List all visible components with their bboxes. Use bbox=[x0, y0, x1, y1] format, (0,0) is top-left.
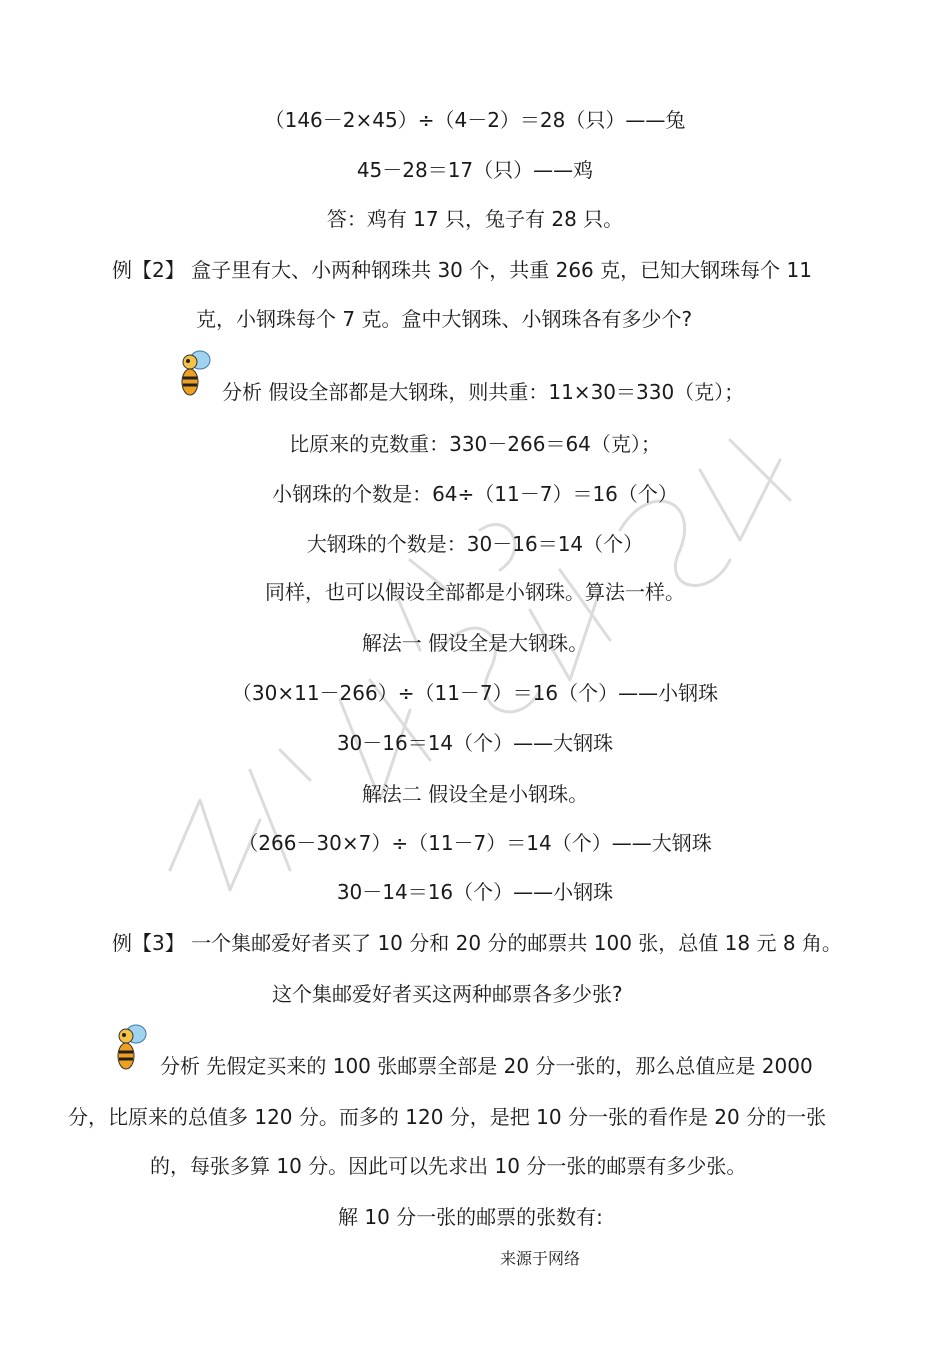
text-line: 答：鸡有 17 只，兔子有 28 只。 bbox=[326, 207, 624, 231]
text-line: （30×11－266）÷（11－7）＝16（个）——小钢珠 bbox=[231, 681, 719, 705]
analysis-line: 分析 假设全部都是大钢珠，则共重：11×30＝330（克）； bbox=[222, 380, 745, 404]
text-line: （266－30×7）÷（11－7）＝14（个）——大钢珠 bbox=[238, 831, 712, 855]
solution-2-heading: 解法二 假设全是小钢珠。 bbox=[361, 782, 589, 806]
text-line: 这个集邮爱好者买这两种邮票各多少张? bbox=[272, 982, 623, 1006]
text-line: 同样，也可以假设全部都是小钢珠。算法一样。 bbox=[265, 580, 685, 604]
text-line: 的，每张多算 10 分。因此可以先求出 10 分一张的邮票有多少张。 bbox=[150, 1154, 747, 1178]
text-line: （146－2×45）÷（4－2）＝28（只）——兔 bbox=[264, 108, 686, 132]
text-line: 比原来的克数重：330－266＝64（克）； bbox=[289, 432, 661, 456]
text-line: 30－14＝16（个）——小钢珠 bbox=[336, 880, 614, 904]
text-line: 30－16＝14（个）——大钢珠 bbox=[336, 731, 614, 755]
example-2-heading: 例【2】 盒子里有大、小两种钢珠共 30 个，共重 266 克，已知大钢珠每个 11 bbox=[112, 258, 812, 282]
solution-line: 解 10 分一张的邮票的张数有: bbox=[338, 1205, 603, 1229]
text-line: 大钢珠的个数是：30－16＝14（个） bbox=[306, 532, 644, 556]
example-3-heading: 例【3】 一个集邮爱好者买了 10 分和 20 分的邮票共 100 张，总值 18 元 8 角。 bbox=[112, 931, 842, 955]
bee-icon bbox=[178, 348, 212, 400]
analysis-line: 分析 先假定买来的 100 张邮票全部是 20 分一张的，那么总值应是 2000 bbox=[160, 1054, 813, 1078]
text-line: 45－28＝17（只）——鸡 bbox=[356, 158, 594, 182]
text-line: 小钢珠的个数是：64÷（11－7）＝16（个） bbox=[272, 482, 678, 506]
footer-source: 来源于网络 bbox=[500, 1249, 581, 1268]
solution-1-heading: 解法一 假设全是大钢珠。 bbox=[361, 631, 589, 655]
bee-icon bbox=[114, 1022, 148, 1074]
text-line: 克，小钢珠每个 7 克。盒中大钢珠、小钢珠各有多少个? bbox=[196, 307, 693, 331]
text-line: 分，比原来的总值多 120 分。而多的 120 分，是把 10 分一张的看作是 20 分的一张 bbox=[68, 1105, 827, 1129]
